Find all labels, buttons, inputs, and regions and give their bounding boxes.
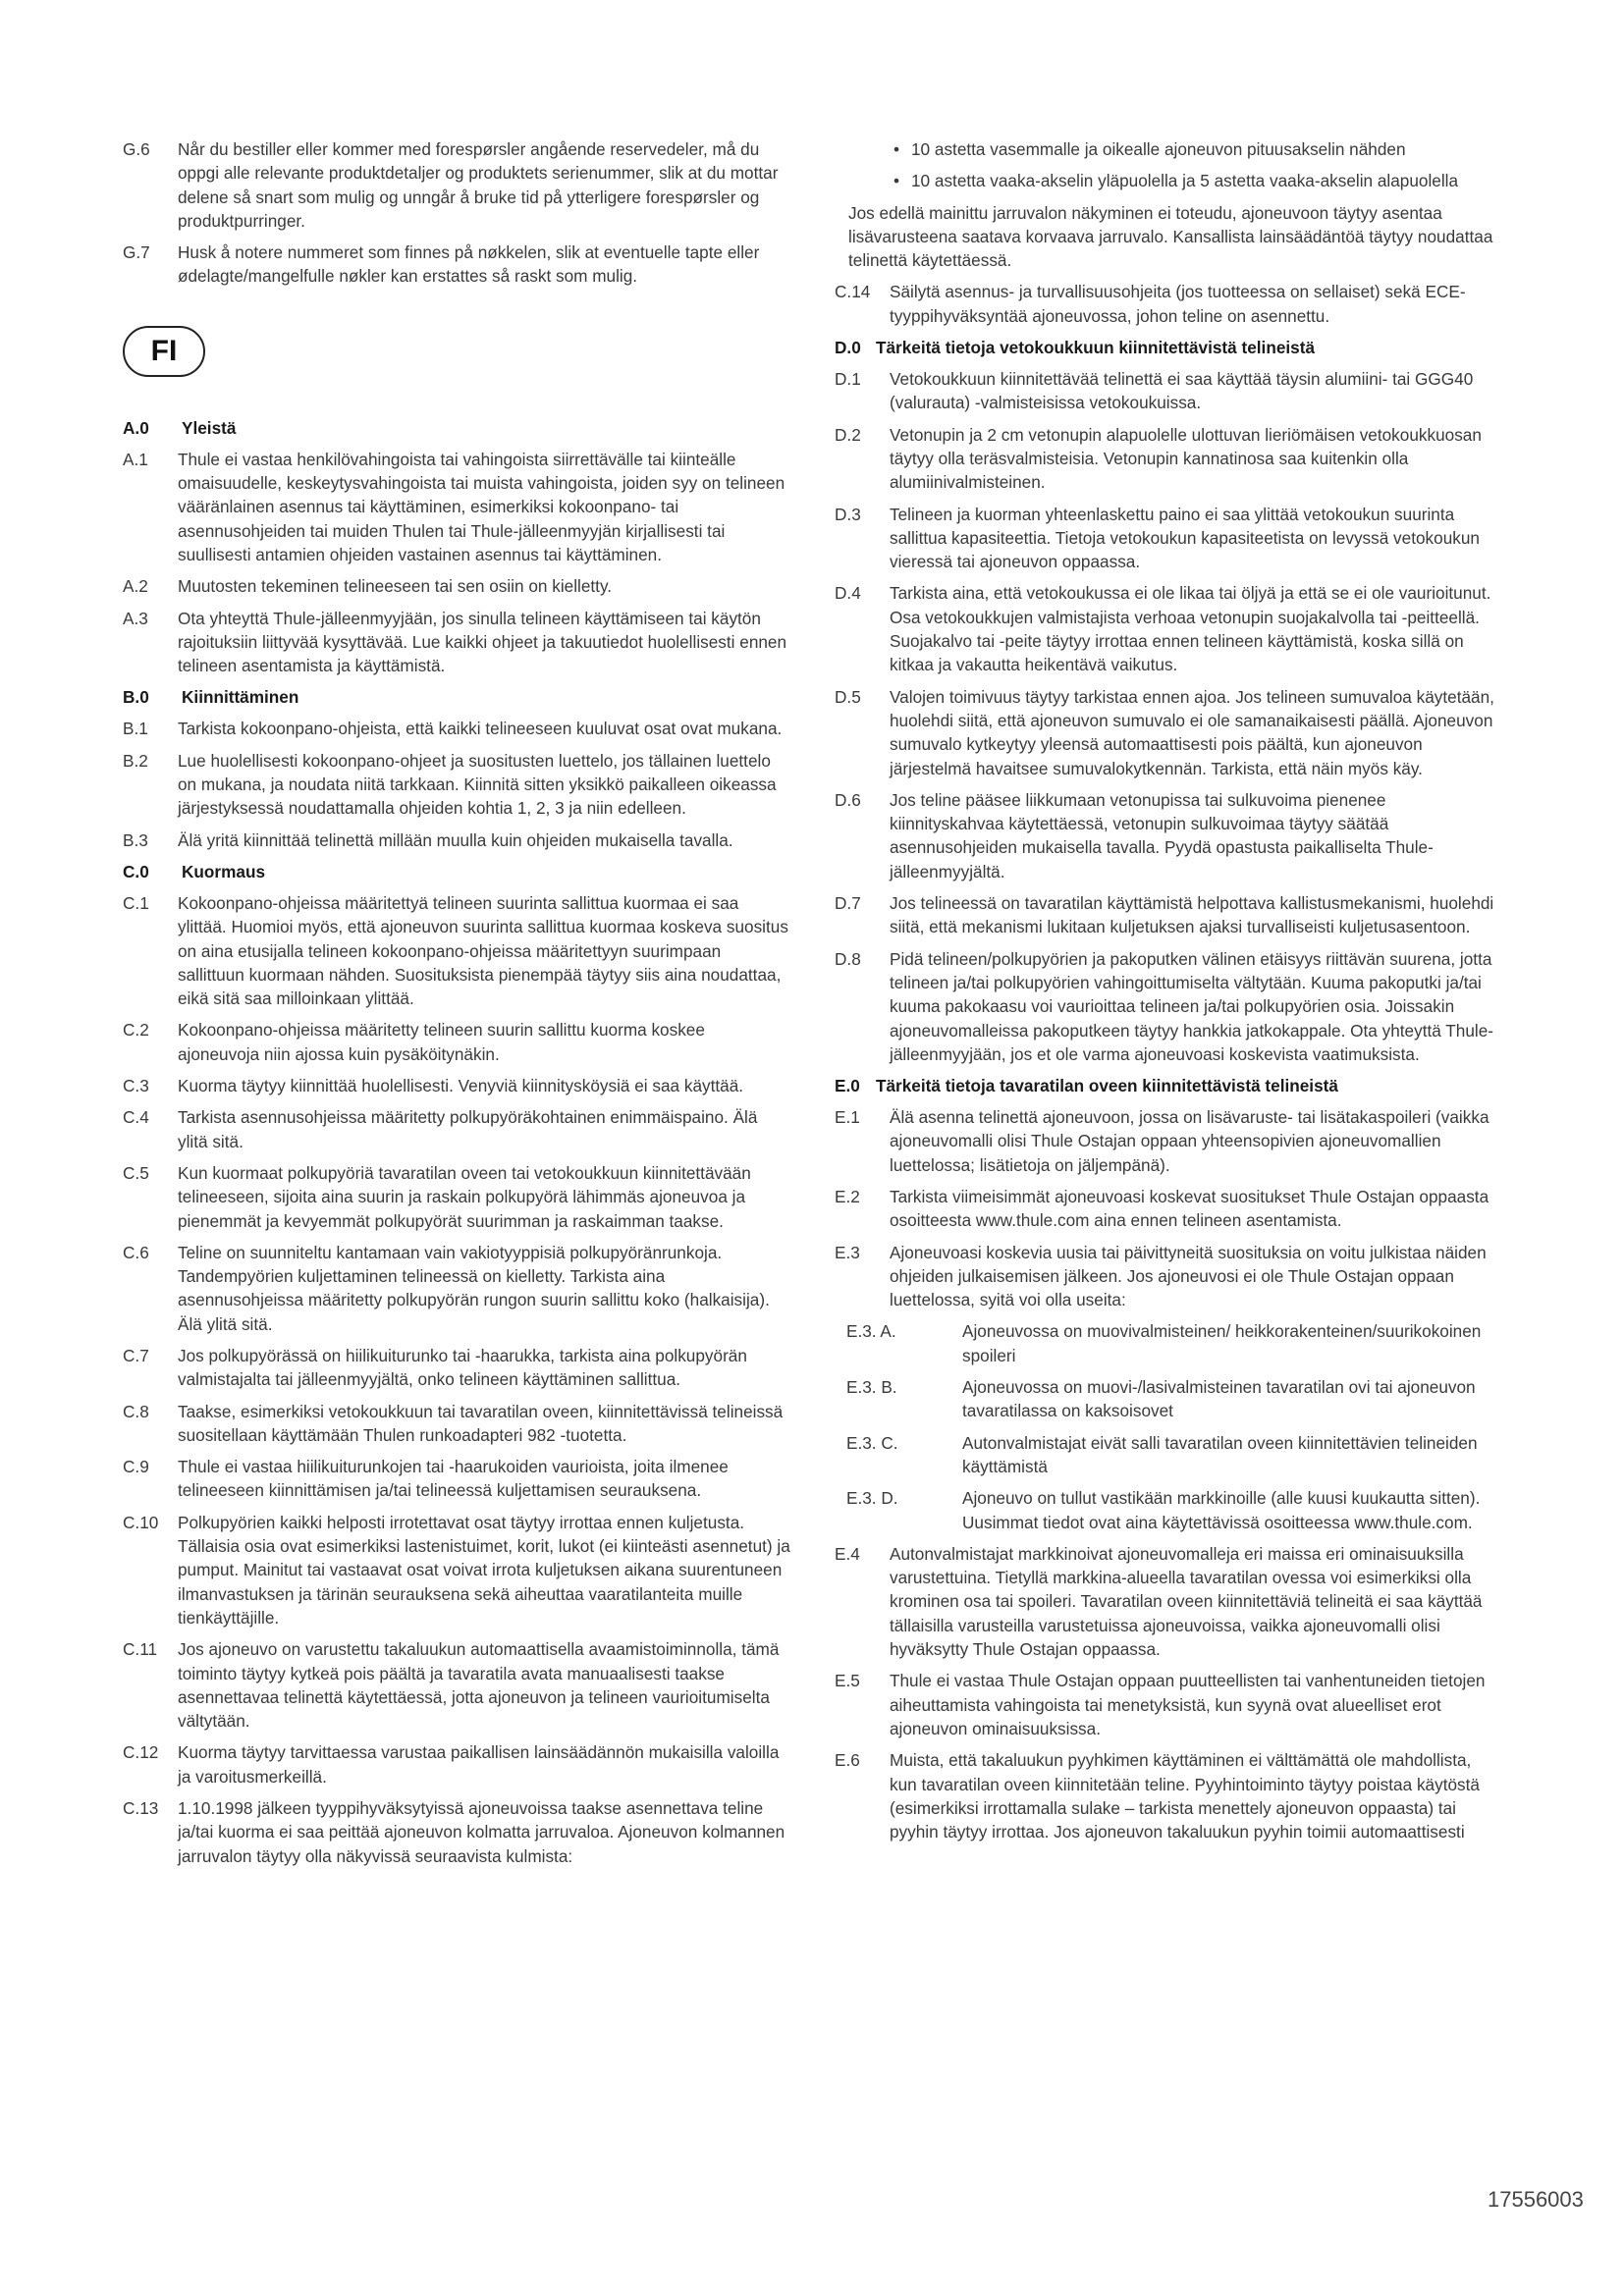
- item-text: Älä asenna telinettä ajoneuvoon, jossa on lisävaruste- tai lisätakaspoileri (vaikka ajoneuvomalli olisi Thule Ostajan oppaan yhteensopivien ajoneuvomallien luettelossa; lisätietoja on jäljempänä).: [890, 1107, 1489, 1175]
- item-c12: [123, 1740, 790, 1789]
- item-number: C.13: [123, 1798, 159, 1819]
- item-number: A.3: [123, 608, 148, 628]
- bullet-text: 10 astetta vasemmalle ja oikealle ajoneuvon pituusakselin nähden: [911, 139, 1406, 159]
- item-number: E.2: [835, 1186, 860, 1206]
- item-text: Muutosten tekeminen telineeseen tai sen osiin on kielletty.: [178, 576, 613, 597]
- item-d8: [835, 947, 1502, 1066]
- item-e6: [835, 1748, 1502, 1843]
- left-column: [123, 137, 790, 1876]
- item-text: Taakse, esimerkiksi vetokoukkuun tai tavaratilan oveen, kiinnitettävissä telineissä suositellaan käyttämään Thulen runkoadapteri 982 -tuotetta.: [178, 1401, 784, 1445]
- item-text: Jos ajoneuvo on varustettu takaluukun automaattisella avaamistoiminnolla, tämä toiminto täytyy kytkeä pois päältä ja tavaratila avata manuaalisesti taakse asennettavaa telinettä käytettäessä, jotta ajoneuvon ja telineen vaurioitumiselta vältytään.: [178, 1639, 780, 1732]
- item-text: Jos polkupyörässä on hiilikuiturunko tai -haarukka, tarkista aina polkupyörän valmistajalta tai jälleenmyyjältä, onko telineen käyttäminen sallittua.: [178, 1345, 747, 1390]
- sub-item-e3b: [835, 1375, 1502, 1423]
- section-number: D.0: [835, 338, 861, 358]
- item-number: E.4: [835, 1543, 860, 1564]
- item-text: Teline on suunniteltu kantamaan vain vakiotyyppisiä polkupyöränrunkoja. Tandempyörien kuljettaminen telineessä on kielletty. Tarkista aina asennusohjeissa määritetty polkupyörän rungon suurin sallittu koko (halkaisija). Älä ylitä sitä.: [178, 1242, 770, 1334]
- item-text: Tarkista aina, että vetokoukussa ei ole likaa tai öljyä ja että se ei ole vaurioitunut. Osa vetokoukkujen valmistajista verhoaa vetonupin suojakalvolla tai -peitteellä. Suojakalvo tai -peite täytyy irrottaa ennen telineen käyttämistä, koska sillä on kitkaa ja vakautta heikentävä vaikutus.: [890, 583, 1491, 675]
- section-number: B.0: [123, 687, 149, 708]
- item-c11: [123, 1637, 790, 1733]
- sub-item-number: E.3. D.: [846, 1488, 898, 1509]
- bullet-dot-icon: •: [893, 171, 900, 191]
- item-d3: [835, 503, 1502, 574]
- item-text: Jos edellä mainittu jarruvalon näkyminen ei toteudu, ajoneuvoon täytyy asentaa lisävarusteena saatava korvaava jarruvalo. Kansallista lainsäädäntöä täytyy noudattaa telinettä käytettäessä.: [848, 202, 1493, 271]
- item-text: Autonvalmistajat markkinoivat ajoneuvomalleja eri maissa eri ominaisuuksilla varustettuina. Tietyllä markkina-alueella tavaratilan ovessa voi esimerkiksi olla krominen osa tai spoileri. Tavaratilan oveen kiinnitettäviä telineitä ei saa käyttää tällaisilla varusteilla varustetuissa ajoneuvoissa, vaikka ajoneuvomalli olisi hyväksytty Thule Ostajan oppaassa.: [890, 1543, 1483, 1660]
- item-c6: [123, 1241, 790, 1336]
- item-a2: [123, 574, 790, 598]
- item-text: 1.10.1998 jälkeen tyyppihyväksytyissä ajoneuvoissa taakse asennettava teline ja/tai kuorma ei saa peittää ajoneuvon kolmatta jarruvaloa. Ajoneuvon kolmannen jarruvalon täytyy olla näkyvissä seuraavista kulmista:: [178, 1798, 785, 1866]
- item-number: C.5: [123, 1162, 149, 1183]
- item-number: B.3: [123, 829, 148, 850]
- item-text: Lue huolellisesti kokoonpano-ohjeet ja suositusten luettelo, jos tällainen luettelo on mukana, ja noudata niitä tarkkaan. Kiinnitä sitten yksikkö paikalleen oikeassa järjestyksessä noudattamalla ohjeiden kohtia 1, 2, 3 ja niin edelleen.: [178, 750, 777, 819]
- item-text: Thule ei vastaa henkilövahingoista tai vahingoista siirrettävälle tai kiinteälle omaisuudelle, keskeytysvahingoista tai muista vahingoista, joiden syy on telineen vääränlainen asennus tai käyttäminen, esimerkiksi kokoonpano- tai asennusohjeiden tai muiden Thulen tai Thule-jälleenmyyjän kirjallisesti tai suullisesti antamien ohjeiden vastainen asennus tai käyttäminen.: [178, 449, 785, 564]
- item-b1: [123, 717, 790, 740]
- item-number: C.10: [123, 1512, 159, 1532]
- item-e2: [835, 1185, 1502, 1233]
- item-text: Kokoonpano-ohjeissa määritettyä telineen suurinta sallittua kuormaa ei saa ylittää. Huomioi myös, että ajoneuvon suurinta sallittua kuormaa koskeva suositus on aina etusijalla telineen kokoonpano-ohjeissa määritettyyn suurimpaan sallittuun kuormaan nähden. Suosituksista pienempää täytyy siis aina noudattaa, eikä sitä saa milloinkaan ylittää.: [178, 892, 788, 1009]
- item-number: E.3: [835, 1242, 860, 1262]
- item-b2: [123, 749, 790, 821]
- item-c1: [123, 891, 790, 1010]
- item-d2: [835, 423, 1502, 495]
- item-number: B.1: [123, 719, 148, 739]
- item-text: Kuorma täytyy kiinnittää huolellisesti. Venyviä kiinnitysköysiä ei saa käyttää.: [178, 1076, 744, 1096]
- sub-item-text: Ajoneuvossa on muovi-/lasivalmisteinen tavaratilan ovi tai ajoneuvon tavaratilassa on kaksoisovet: [962, 1377, 1476, 1421]
- language-badge: FI: [123, 326, 205, 377]
- sub-item-e3c: [835, 1431, 1502, 1479]
- right-column: [835, 137, 1502, 1851]
- item-text: Vetokoukkuun kiinnitettävää telinettä ei saa käyttää täysin alumiini- tai GGG40 (valurauta) -valmisteisissa vetokoukuissa.: [890, 369, 1474, 413]
- item-c10: [123, 1511, 790, 1629]
- item-c9: [123, 1455, 790, 1503]
- item-c14: [835, 280, 1502, 328]
- item-text: Jos teline pääsee liikkumaan vetonupissa tai sulkuvoima pienenee kiinnityskahvaa käytettäessä, vetonupin sulkuvoimaa täytyy säätää asennusohjeiden mukaisella tavalla. Pyydä opastusta paikalliselta Thule-jälleenmyyjältä.: [890, 789, 1434, 881]
- item-number: C.12: [123, 1742, 159, 1763]
- bullet-text: 10 astetta vaaka-akselin yläpuolella ja 5 astetta vaaka-akselin alapuolella: [911, 171, 1459, 191]
- section-heading-e: [835, 1074, 1502, 1097]
- item-e4: [835, 1542, 1502, 1661]
- item-number: D.8: [835, 948, 861, 969]
- item-number: C.7: [123, 1345, 149, 1365]
- item-c2: [123, 1018, 790, 1066]
- item-number: G.6: [123, 139, 150, 159]
- item-number: D.4: [835, 583, 861, 604]
- item-text: Älä yritä kiinnittää telinettä millään muulla kuin ohjeiden mukaisella tavalla.: [178, 829, 733, 850]
- section-number: C.0: [123, 861, 149, 881]
- item-number: A.2: [123, 576, 148, 597]
- item-text: Ajoneuvoasi koskevia uusia tai päivittyneitä suosituksia on voitu julkistaa näiden ohjeiden julkaisemisen jälkeen. Jos ajoneuvosi ei ole Thule Ostajan oppaan luettelossa, syitä voi olla useita:: [890, 1242, 1487, 1310]
- sub-item-text: Ajoneuvo on tullut vastikään markkinoille (alle kuusi kuukautta sitten). Uusimmat tiedot ovat aina käytettävissä osoitteessa www.thule.com.: [962, 1488, 1481, 1532]
- item-number: E.1: [835, 1107, 860, 1128]
- item-text: Tarkista asennusohjeissa määritetty polkupyöräkohtainen enimmäispaino. Älä ylitä sitä.: [178, 1107, 758, 1151]
- sub-item-text: Autonvalmistajat eivät salli tavaratilan oveen kiinnitettävien telineiden käyttämistä: [962, 1432, 1478, 1476]
- item-text: Telineen ja kuorman yhteenlaskettu paino ei saa ylittää vetokoukun suurinta sallittua kapasiteettia. Tietoja vetokoukun kapasiteetista on levyssä vetokoukun vieressä tai ajoneuvon oppaassa.: [890, 504, 1480, 572]
- sub-item-number: E.3. B.: [846, 1377, 897, 1398]
- section-title: Kuormaus: [182, 861, 265, 881]
- item-d4: [835, 581, 1502, 676]
- item-number: C.9: [123, 1457, 149, 1477]
- item-text: Thule ei vastaa hiilikuiturunkojen tai -haarukoiden vaurioista, joita ilmenee telineeseen kiinnittämisen ja/tai telineessä kuljettamisen seurauksena.: [178, 1457, 729, 1501]
- item-number: E.6: [835, 1750, 860, 1771]
- item-number: C.8: [123, 1401, 149, 1421]
- item-c3: [123, 1074, 790, 1097]
- item-number: C.1: [123, 892, 149, 913]
- item-text: Vetonupin ja 2 cm vetonupin alapuolelle ulottuvan lieriömäisen vetokoukkuosan täytyy olla teräsvalmisteisia. Vetonupin kannatinosa saa kuitenkin olla alumiinivalmisteinen.: [890, 424, 1482, 493]
- item-text: Muista, että takaluukun pyyhkimen käyttäminen ei välttämättä ole mahdollista, kun tavaratilan oveen kiinnitetään teline. Pyyhintoiminto täytyy poistaa käytöstä (esimerkiksi irrottamalla sulake – tarkista menettely ajoneuvon oppaasta) tai pyyhin täytyy irrottaa. Jos ajoneuvon takaluukun pyyhin toimii automaattisesti: [890, 1750, 1480, 1842]
- sub-item-text: Ajoneuvossa on muovivalmisteinen/ heikkorakenteinen/suurikokoinen spoileri: [962, 1321, 1482, 1365]
- item-d5: [835, 685, 1502, 780]
- item-c13: [123, 1796, 790, 1868]
- item-text: Pidä telineen/polkupyörien ja pakoputken välinen etäisyys riittävän suurena, jotta telineen ja/tai polkupyörien vahingoittumiselta vältytään. Kuuma pakoputki ja/tai kuuma pakokaasu voi vaurioittaa telineen ja/tai polkupyörien osia. Joissakin ajoneuvomalleissa pakoputkeen täytyy hankkia jatkokappale. Ota yhteyttä Thule-jälleenmyyjään, jos et ole varma ajoneuvoasi koskevista vaatimuksista.: [890, 948, 1493, 1064]
- item-number: D.5: [835, 686, 861, 707]
- item-number: D.2: [835, 424, 861, 445]
- item-a3: [123, 607, 790, 678]
- section-number: E.0: [835, 1076, 860, 1096]
- item-g7: [123, 240, 790, 289]
- item-text: Thule ei vastaa Thule Ostajan oppaan puutteellisten tai vanhentuneiden tietojen aiheuttamista vahingoista tai menetyksistä, kun syynä ovat alueelliset erot ajoneuvon ominaisuuksissa.: [890, 1671, 1486, 1738]
- item-number: C.11: [123, 1639, 158, 1660]
- bullet-dot-icon: •: [893, 139, 900, 159]
- bullet-item: [835, 169, 1502, 192]
- item-number: D.7: [835, 893, 861, 914]
- item-text: Husk å notere nummeret som finnes på nøkkelen, slik at eventuelle tapte eller ødelagte/mangelfulle nøkler kan erstattes så raskt som mulig.: [178, 242, 760, 287]
- item-text: Jos telineessä on tavaratilan käyttämistä helpottava kallistusmekanismi, huolehdi siitä, että mekanismi lukitaan kuljetuksen ajaksi turvalliseisti kuljetusasentoon.: [890, 893, 1494, 937]
- item-number: D.3: [835, 504, 861, 524]
- item-text: Säilytä asennus- ja turvallisuusohjeita (jos tuotteessa on sellaiset) sekä ECE-tyyppihyväksyntää ajoneuvossa, johon teline on asennettu.: [890, 282, 1466, 326]
- item-text: Kokoonpano-ohjeissa määritetty telineen suurin sallittu kuorma koskee ajoneuvoja niin ajossa kuin pysäköitynäkin.: [178, 1020, 705, 1064]
- section-title: Kiinnittäminen: [182, 687, 299, 708]
- sub-item-e3a: [835, 1319, 1502, 1367]
- item-g6: [123, 137, 790, 233]
- item-c4: [123, 1105, 790, 1153]
- item-number: B.2: [123, 750, 148, 771]
- item-e1: [835, 1105, 1502, 1177]
- item-c5: [123, 1161, 790, 1233]
- item-number: C.2: [123, 1020, 149, 1041]
- section-heading-c: [123, 860, 790, 883]
- item-d6: [835, 788, 1502, 883]
- item-c8: [123, 1400, 790, 1448]
- item-d7: [835, 891, 1502, 939]
- item-number: C.4: [123, 1107, 149, 1128]
- sub-item-e3d: [835, 1486, 1502, 1534]
- section-heading-a: [123, 416, 790, 440]
- section-title: Tärkeitä tietoja tavaratilan oveen kiinnitettävistä telineistä: [876, 1076, 1338, 1096]
- item-c13-continuation: [835, 201, 1502, 273]
- document-code: 17556003: [1488, 2187, 1584, 2212]
- item-number: C.14: [835, 282, 871, 302]
- section-title: Tärkeitä tietoja vetokoukkuun kiinnitettävistä telineistä: [876, 338, 1316, 358]
- section-title: Yleistä: [182, 417, 237, 438]
- item-number: C.3: [123, 1076, 149, 1096]
- item-c7: [123, 1344, 790, 1392]
- item-number: D.6: [835, 789, 861, 810]
- item-text: Valojen toimivuus täytyy tarkistaa ennen ajoa. Jos telineen sumuvaloa käytetään, huolehdi siitä, että ajoneuvon sumuvalo ei ole samanaikaisesti päällä. Ajoneuvon sumuvalo kytkeytyy yleensä automaattisesti pois päältä, kun ajoneuvon järjestelmä havaitsee sumuvalokytkennän. Tarkista, että näin myös käy.: [890, 686, 1494, 778]
- item-text: Tarkista kokoonpano-ohjeista, että kaikki telineeseen kuuluvat osat ovat mukana.: [178, 719, 783, 739]
- item-text: Polkupyörien kaikki helposti irrotettavat osat täytyy irrottaa ennen kuljetusta. Tällaisia osia ovat esimerkiksi lastenistuimet, korit, lukot (ei kiinteästi asennetut) ja pumput. Mainitut tai vastaavat osat voivat irrota kuljetuksen aikana suurentuneen ilmanvastuksen ja tärinän seurauksena sekä aiheuttaa vaaratilanteita muille tienkäyttäjille.: [178, 1512, 790, 1628]
- item-e5: [835, 1669, 1502, 1740]
- item-b3: [123, 828, 790, 852]
- item-d1: [835, 367, 1502, 415]
- item-number: E.5: [835, 1671, 860, 1691]
- item-a1: [123, 448, 790, 566]
- bullet-item: [835, 137, 1502, 161]
- item-text: Ota yhteyttä Thule-jälleenmyyjään, jos sinulla telineen käyttämiseen tai käytön rajoituksiin liittyvää kysyttävää. Lue kaikki ohjeet ja takuutiedot huolellisesti ennen telineen asentamista ja käyttämistä.: [178, 608, 787, 676]
- item-text: Kuorma täytyy tarvittaessa varustaa paikallisen lainsäädännön mukaisilla valoilla ja varoitusmerkeillä.: [178, 1742, 780, 1787]
- item-number: C.6: [123, 1242, 149, 1262]
- item-text: Kun kuormaat polkupyöriä tavaratilan oveen tai vetokoukkuun kiinnitettävään telineeseen, sijoita aina suurin ja raskain polkupyörä lähimmäs ajoneuvoa ja pienemmät ja kevyemmät polkupyörät suurimman ja raskaimman taakse.: [178, 1162, 751, 1231]
- item-e3: [835, 1241, 1502, 1312]
- item-number: A.1: [123, 449, 148, 469]
- sub-item-number: E.3. C.: [846, 1432, 898, 1453]
- sub-item-number: E.3. A.: [846, 1321, 896, 1342]
- item-text: Tarkista viimeisimmät ajoneuvoasi koskevat suositukset Thule Ostajan oppaasta osoitteesta www.thule.com aina ennen telineen asentamista.: [890, 1186, 1489, 1231]
- item-number: D.1: [835, 369, 861, 390]
- item-number: G.7: [123, 242, 150, 263]
- item-text: Når du bestiller eller kommer med forespørsler angående reservedeler, må du oppgi alle relevante produktdetaljer og produktets serienummer, slik at du mottar delene så snart som mulig og unngår å bruke tid på ytterligere forespørsler og produktpurringer.: [178, 139, 779, 231]
- section-heading-d: [835, 336, 1502, 359]
- section-heading-b: [123, 685, 790, 709]
- section-number: A.0: [123, 417, 149, 438]
